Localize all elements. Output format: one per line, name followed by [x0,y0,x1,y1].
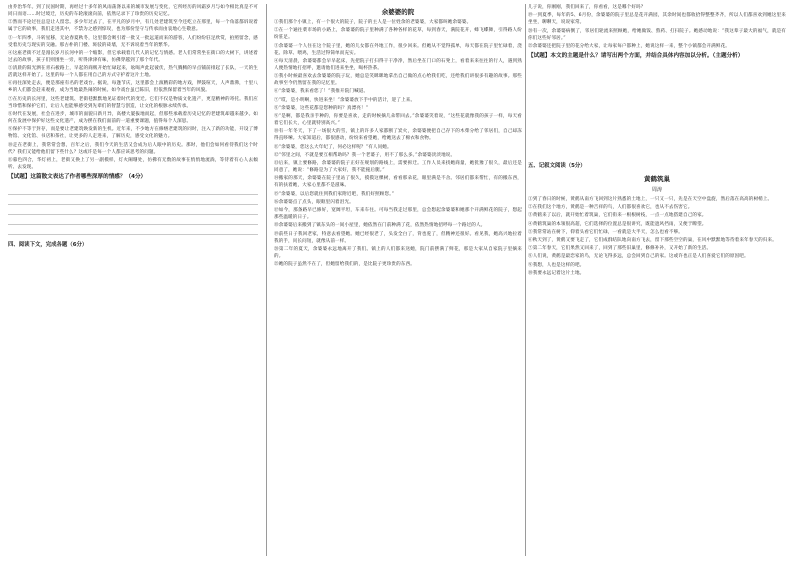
prose-paragraph: ⑦“哎，是小明啊，快进来坐！”余婆婆放下手中的活计，迎了上来。 [274,97,416,103]
essay-paragraph: ③黄鹤来了以后，就开始忙着筑巢，它们衔来一根根树枝，一点一点地搭建自己的家。 [528,213,707,219]
essay-paragraph: ②在我们这个地方，黄鹤是一种吉祥的鸟，人们都很喜欢它，也从不去伤害它。 [528,205,693,211]
prose-paragraph: ⑬后来，镇上要修路，余婆婆的院子正好在规划的路线上，需要拆迁。工作人员来找她商量，她犹豫了很久，最后还是同意了，她说：“修路是为了大家好，我不能拖后腿。” [274,161,522,174]
prose-paragraph: ⑱余婆婆后来搬到了镇东头的一间小屋里，她依然在门前种满了花，依然热情地招呼每一个路过的人。 [274,223,486,229]
prose-paragraph: ④每天清晨，余婆婆都会早早起床，先把院子打扫得干干净净，然后坐在门口的石凳上，看着来来往往的行人，遇到熟人便热情地打招呼，邀请他们进来坐坐，喝杯热茶。 [274,58,522,71]
answer-area[interactable] [8,185,258,235]
prose-paragraph: ⑥“余婆婆，我来看您了！”我推开院门喊道。 [274,89,369,95]
prose-paragraph: ④这座老街不过是漫长岁月长河中的一个缩影，但它承载着几代人的记忆与情感。老人们常常坐在街口的大树下，讲述着过去的故事，孩子们则围坐一旁，听得津津有味，仿佛穿越到了那个年代。 [8,50,258,63]
column-right [528,4,786,556]
prose-paragraph: ⑲一到夏季，每年的5、6月份，余婆婆的院子里总是花开满园，其余时间也都收拾得整整齐齐，所以人们都喜欢到她这里来坐坐，聊聊天，说说家常。 [528,13,786,26]
essay-paragraph: ④黄鹤筑巢的本领很高超，它们选择的位置总是很讲究，既能遮风挡雨，又便于瞭望。 [528,221,707,227]
prose-paragraph: ⑮“余婆婆，以后您就住到我们家附近吧，我们好照顾您。” [274,191,395,197]
column-middle [274,4,522,556]
prose-paragraph: ⑳第二年的夏天，余婆婆永远地离开了我们。镇上的人们都来送她，院门前摆满了鲜花，那是大家从自家院子里摘来的。 [274,246,522,259]
section-heading: 四、阅读下文，完成各题（6分） [8,241,88,248]
prose-paragraph: ⑨“是啊，都是我亲手种的，你要是喜欢，走的时候摘几朵带回去。”余婆婆笑着说，“这些花就像我的孩子一样，每天看着它们长大，心里就特别高兴。” [274,114,522,127]
prose-paragraph: ⑩走在老街上，我常常会想，百年之后，我们今天的生活又会成为后人眼中的历史。那时，他们会如何看待我们这个时代？我们又能给他们留下些什么？这或许是每一个人都应该思考的问题。 [8,142,258,155]
prose-paragraph: ⑲前些日子我回老家，特意去看望她。她已经很老了，头发全白了，背也驼了，但精神还很好。看见我，她高兴地拉着我的手，问长问短，就像从前一样。 [274,231,522,244]
section-heading: 五、记叙文阅读（5分） [528,162,586,169]
essay-paragraph: ⑥秋天到了，黄鹤又要飞走了，它们成群结队地向南方飞去，留下那些空空的巢，在风中默默地等待着来年春天的归来。 [528,238,777,244]
essay-paragraph: ⑩我要永远记着这片土地。 [528,270,585,276]
prose-paragraph: ⑭搬家的那天，余婆婆在院子里站了很久，摸摸这棵树，看看那朵花，眼里满是不舍。邻居们都来帮忙，有的搬东西，有的扶着她，大家心里都不是滋味。 [274,176,522,189]
prose-paragraph: ⑤清晨的阳光洒在青石板路上，早起的商贩开始忙碌起来，吆喝声此起彼伏，热气腾腾的早点铺前排起了长队，一天的生活就这样开始了。这里的每一个人都在用自己的方式守护着这片土地。 [8,66,258,79]
prose-paragraph: ⑦在历史的长河里，这些老建筑、老街巷默默地见证着时代的变迁。它们不仅是物质文化遗产，更是精神的寄托。我们应当珍惜和保护它们，让后人也能够感受到先辈们的智慧与创造，让文化的根脉永续传承。 [8,96,258,109]
essay-paragraph: ⑨我想，人也是这样的吧。 [528,262,585,268]
prose-paragraph: ⑰如今，那条路早已修好，宽阔平坦，车来车往。可每当我走过那里，总会想起余婆婆和她那个开满鲜花的院子，想起那些温暖的日子。 [274,208,522,221]
essay-paragraph: ⑦第二年春天，它们果然又回来了，回到了那些旧巢里，修修补补，又开始了新的生活。 [528,246,712,252]
passage-title: 余婆婆的院 [381,8,415,16]
prose-paragraph: ③一年四季，斗转星移，无论春夏秋冬，这里都会吸引着一批又一批远道而来的游客，人们纷纷驻足欣赏，拍照留念，感受着历史与现实的交融。那古朴的门楼、斑驳的砖墙，无不诉说着当年的繁华。 [8,35,258,48]
column-divider [266,4,267,556]
prose-paragraph: ⑯余婆婆点了点头，眼眶里闪着泪光。 [274,199,354,205]
essay-author: 周涛 [651,186,663,193]
essay-paragraph: ①到了春日的时候，黄鹤从南方飞回到这片熟悉的土地上，一只又一只，先是在天空中盘旋，然后落在高高的树梢上。 [528,196,773,202]
column-left [8,4,258,556]
essay-title: 黄鹤筑巢 [644,174,670,183]
answer-line [8,215,258,225]
prose-paragraph: ㉑余婆婆还把院子里的花分给大家，让每家每户都种上，她说这样一来，整个小镇都会开满鲜花。 [528,43,730,49]
answer-line [8,205,258,215]
prose-paragraph: ⑪“余婆婆，您这么大年纪了，何必这样呢？”有人问她。 [274,144,392,150]
prose-paragraph: ㉑她的院子虽然不在了，但她留给我们的，是比院子更珍贵的东西。 [274,262,415,268]
essay-paragraph: ⑤我常常站在树下，仰着头看它们忙碌，一看就是大半天，怎么也看不够。 [528,229,683,235]
prose-paragraph: ②在一个通往菜市场的小路上，余婆婆的院子里种满了各种各样的花草，每到春天，满院花开，蜂飞蝶舞，引得路人纷纷驻足。 [274,28,522,41]
answer-line [8,195,258,205]
question-prompt: 【试题】这篇散文表达了作者哪些深厚的情感？（4分） [8,173,147,180]
prose-paragraph: 由乔治华年。到了民国时期，再经过十多年的风雨荡涤以来的城市发展与变化，它所经历的风霜岁月与如今相比真是不可同日而语……时过境迁，历史的车轮滚滚向前，依然记录下了珍贵的历史记忆。 [8,5,258,18]
answer-space [528,64,786,156]
prose-paragraph: ②然而不论过往总是让人留恋。多少年过去了，在平凡的岁月中，有几处老建筑至今还屹立在那里，每一个角落都诉说着属于它的故事，我们走进其中，不禁为之感到惊叹，也为那份坚守与传承而由衷地心生敬意。 [8,20,258,33]
column-divider [525,4,526,556]
question-prompt: 【试题】本文的主题是什么？请写出两个方面，并结合具体内容加以分析。（主题分析） [528,52,744,59]
prose-paragraph: ①我们那个小镇上，有一个很大的院子，院子的主人是一位姓余的老婆婆，大家都叫她余婆婆。 [274,20,472,25]
prose-paragraph: 儿子说，你刚刚，我们回来了，你看看，这是哪个好吗？ [528,5,646,10]
prose-paragraph: ⑪暮色四合，华灯初上，老街又换上了另一副模样，灯火阑珊处，仿佛有无数的故事在悄悄地流淌，等待着有心人去倾听、去发现。 [8,157,258,170]
prose-paragraph: ⑧时代在发展，社会在进步，城市的面貌日新月异，高楼大厦拔地而起，但那些承载着历史记忆的老建筑却越来越少。如何在发展中保护好这些文化遗产，成为摆在我们面前的一道重要课题，值得每个人深思。 [8,111,258,125]
answer-line [8,185,258,195]
prose-paragraph: ③余婆婆一个人住在这个院子里，她的儿女都在外地工作，很少回来。但她从不觉得孤单，每天都在院子里忙碌着，浇花、除草、喂鸡，生活过得简单而充实。 [274,43,522,56]
prose-paragraph: ⑩有一年冬天，下了一场很大的雪，镇上的许多人家都断了炭火，余婆婆便把自己存下的木柴分给了邻居们，自己却冻得直哆嗦。大家知道后，都很感动，纷纷来看望她，给她送去了棉衣和食物。 [274,129,522,142]
prose-paragraph: ⑫“邻里之间，不就是要互相帮助吗？我一个老婆子，用不了那么多。”余婆婆淡淡地说。 [274,152,456,158]
answer-line [8,225,258,235]
answer-area[interactable] [528,64,786,156]
prose-paragraph: ⑳有一次，余婆婆病倒了，邻居们轮流来照顾她，给她做饭、熬药、打扫院子。她感动地说：“我这辈子最大的福气，就是有你们这些好邻居。” [528,28,786,41]
prose-paragraph: ⑤我小时候最喜欢去余婆婆的院子玩，她总是笑眯眯地拿出自己做的点心给我们吃，还给我们讲很多有趣的故事。那些故事至今仍然留在我的记忆里。 [274,74,522,87]
prose-paragraph: ⑧“余婆婆，这些花都是您种的吗？真漂亮！” [274,105,369,111]
prose-paragraph: ⑥再往深处走去，便是那座有名的老戏台。据说，每逢节庆，这里都会上演精彩的地方戏，锣鼓喧天，人声鼎沸，十里八乡的人们都会赶来观看，成为当地最热闹的时候。如今戏台虽已陈旧，但依然保留着当年的风貌。 [8,81,258,94]
prose-paragraph: ⑨保护不等于封存，而是要让老建筑焕发新的生机。近年来，不少地方在修缮老建筑的同时，注入了新的功能，开设了博物馆、文化馆、书店和茶社，让更多的人走进来，了解历史，感受文化的魅力。 [8,127,258,140]
essay-paragraph: ⑧人们说，黄鹤是最恋家的鸟，无论飞得多远，总会回到自己的家。这或许也正是人们喜爱它们的原因吧。 [528,254,749,260]
